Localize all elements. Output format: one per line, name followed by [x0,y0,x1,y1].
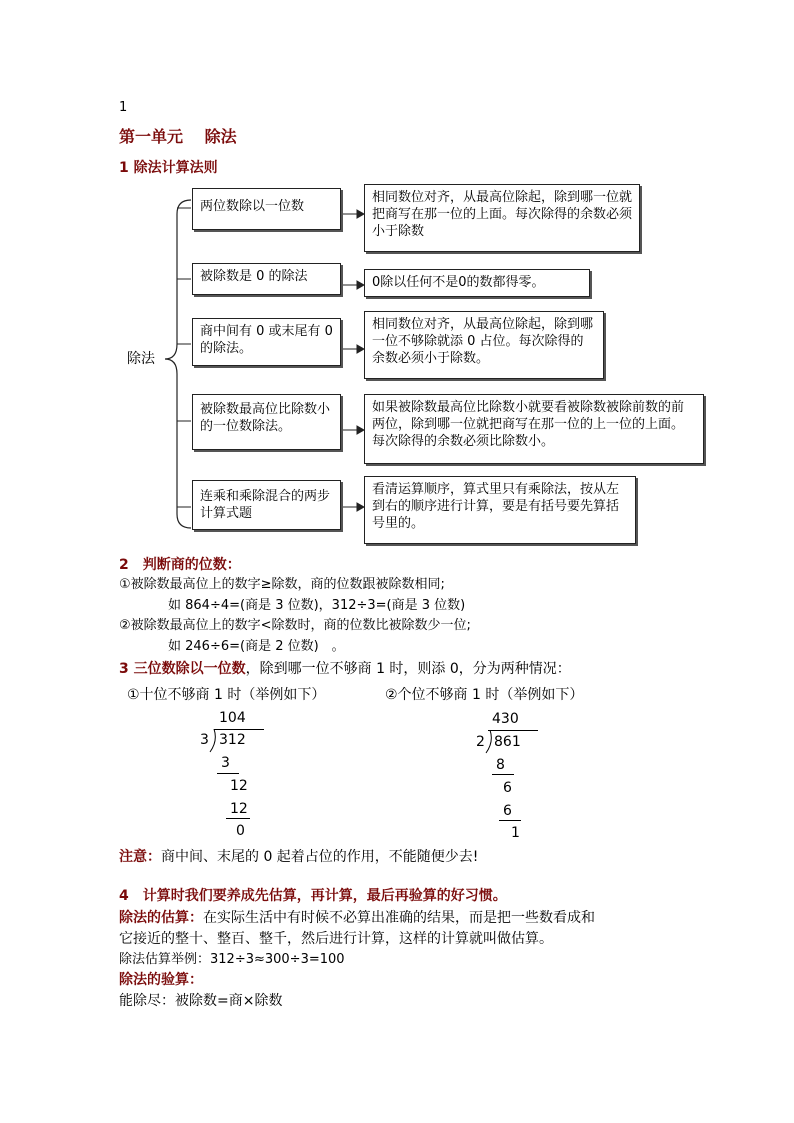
note-text: 商中间、末尾的 0 起着占位的作用，不能随便少去! [161,849,479,865]
dividend: 312 [219,732,246,748]
estimate-text1: 在实际生活中有时候不必算出准确的结果，而是把一些数看成和 [203,910,595,926]
step-3: 6 [503,803,512,819]
division-bar [214,729,264,730]
step-line-1 [217,773,239,774]
case2-label: ②个位不够商 1 时（举例如下） [385,687,584,703]
step-1: 8 [496,757,505,773]
section2-heading: 2 判断商的位数： [119,557,241,573]
step-2: 12 [230,778,248,794]
step-line-1 [492,774,514,775]
divisor: 2 [476,734,485,750]
rule-right-box-4: 如果被除数最高位比除数小就要看被除数被除前数的前两位，除到哪一位就把商写在那一位的上一位的上面。每次除得的余数必须比除数小。 [364,394,704,464]
step-line-2 [226,818,250,819]
step-2: 6 [503,780,512,796]
section4-heading: 4 计算时我们要养成先估算，再计算，最后再验算的好习惯。 [119,888,507,904]
section3-heading-rest: ，除到哪一位不够商 1 时，则添 0，分为两种情况： [245,661,571,677]
rule-right-box-3: 相同数位对齐，从最高位除起，除到哪一位不够除就添 0 占位。每次除得的余数必须小于除数。 [364,311,604,379]
quotient: 104 [219,710,246,726]
rule-right-box-1: 相同数位对齐，从最高位除起，除到哪一位就把商写在那一位的上面。每次除得的余数必须小于除数 [364,184,640,252]
check-text: 能除尽：被除数=商×除数 [119,993,283,1009]
section2-rule1: ①被除数最高位上的数字≥除数，商的位数跟被除数相同; [119,577,445,592]
section3-heading [119,660,571,678]
rule-right-box-2: 0除以任何不是0的数都得零。 [364,269,590,297]
page-number: 1 [119,100,128,115]
estimate-line1 [119,909,595,927]
quotient: 430 [492,711,519,727]
note-line [119,848,478,866]
note-label: 注意： [119,849,161,865]
rule-left-box-4: 被除数最高位比除数小的一位数除法。 [192,394,341,450]
rule-left-box-2: 被除数是 0 的除法 [192,263,341,295]
section1-heading: 1 除法计算法则 [119,160,218,176]
step-line-2 [499,820,521,821]
section2-rule2: ②被除数最高位上的数字<除数时，商的位数比被除数少一位; [119,618,471,633]
check-label: 除法的验算： [119,972,203,988]
section3-heading-bold: 3 三位数除以一位数 [119,661,246,677]
division-bracket [484,730,494,754]
division-bracket [208,729,218,753]
diagram-root-label: 除法 [127,351,155,367]
case1-label: ①十位不够商 1 时（举例如下） [127,687,326,703]
division-rules-diagram [121,184,719,550]
rule-left-box-3: 商中间有 0 或末尾有 0 的除法。 [192,318,341,366]
section2-example1: 如 864÷4=(商是 3 位数)，312÷3=(商是 3 位数) [168,598,466,613]
estimate-label: 除法的估算： [119,910,203,926]
rule-right-box-5: 看清运算顺序，算式里只有乘除法，按从左到右的顺序进行计算，要是有括号要先算括号里的。 [364,476,636,544]
section2-example2: 如 246÷6=(商是 2 位数) 。 [168,639,345,654]
estimate-example: 除法估算举例：312÷3≈300÷3=100 [119,952,345,967]
step-4: 0 [236,823,245,839]
dividend: 861 [494,734,521,750]
divisor: 3 [200,732,209,748]
unit-title: 第一单元 除法 [119,127,237,146]
rule-left-box-5: 连乘和乘除混合的两步计算式题 [192,480,341,530]
estimate-line2: 它接近的整十、整百、整千，然后进行计算，这样的计算就叫做估算。 [119,931,553,947]
division-bar [488,730,538,731]
rule-left-box-1: 两位数除以一位数 [192,188,341,230]
step-3: 12 [230,801,248,817]
step-1: 3 [221,755,230,771]
step-4: 1 [511,825,520,841]
